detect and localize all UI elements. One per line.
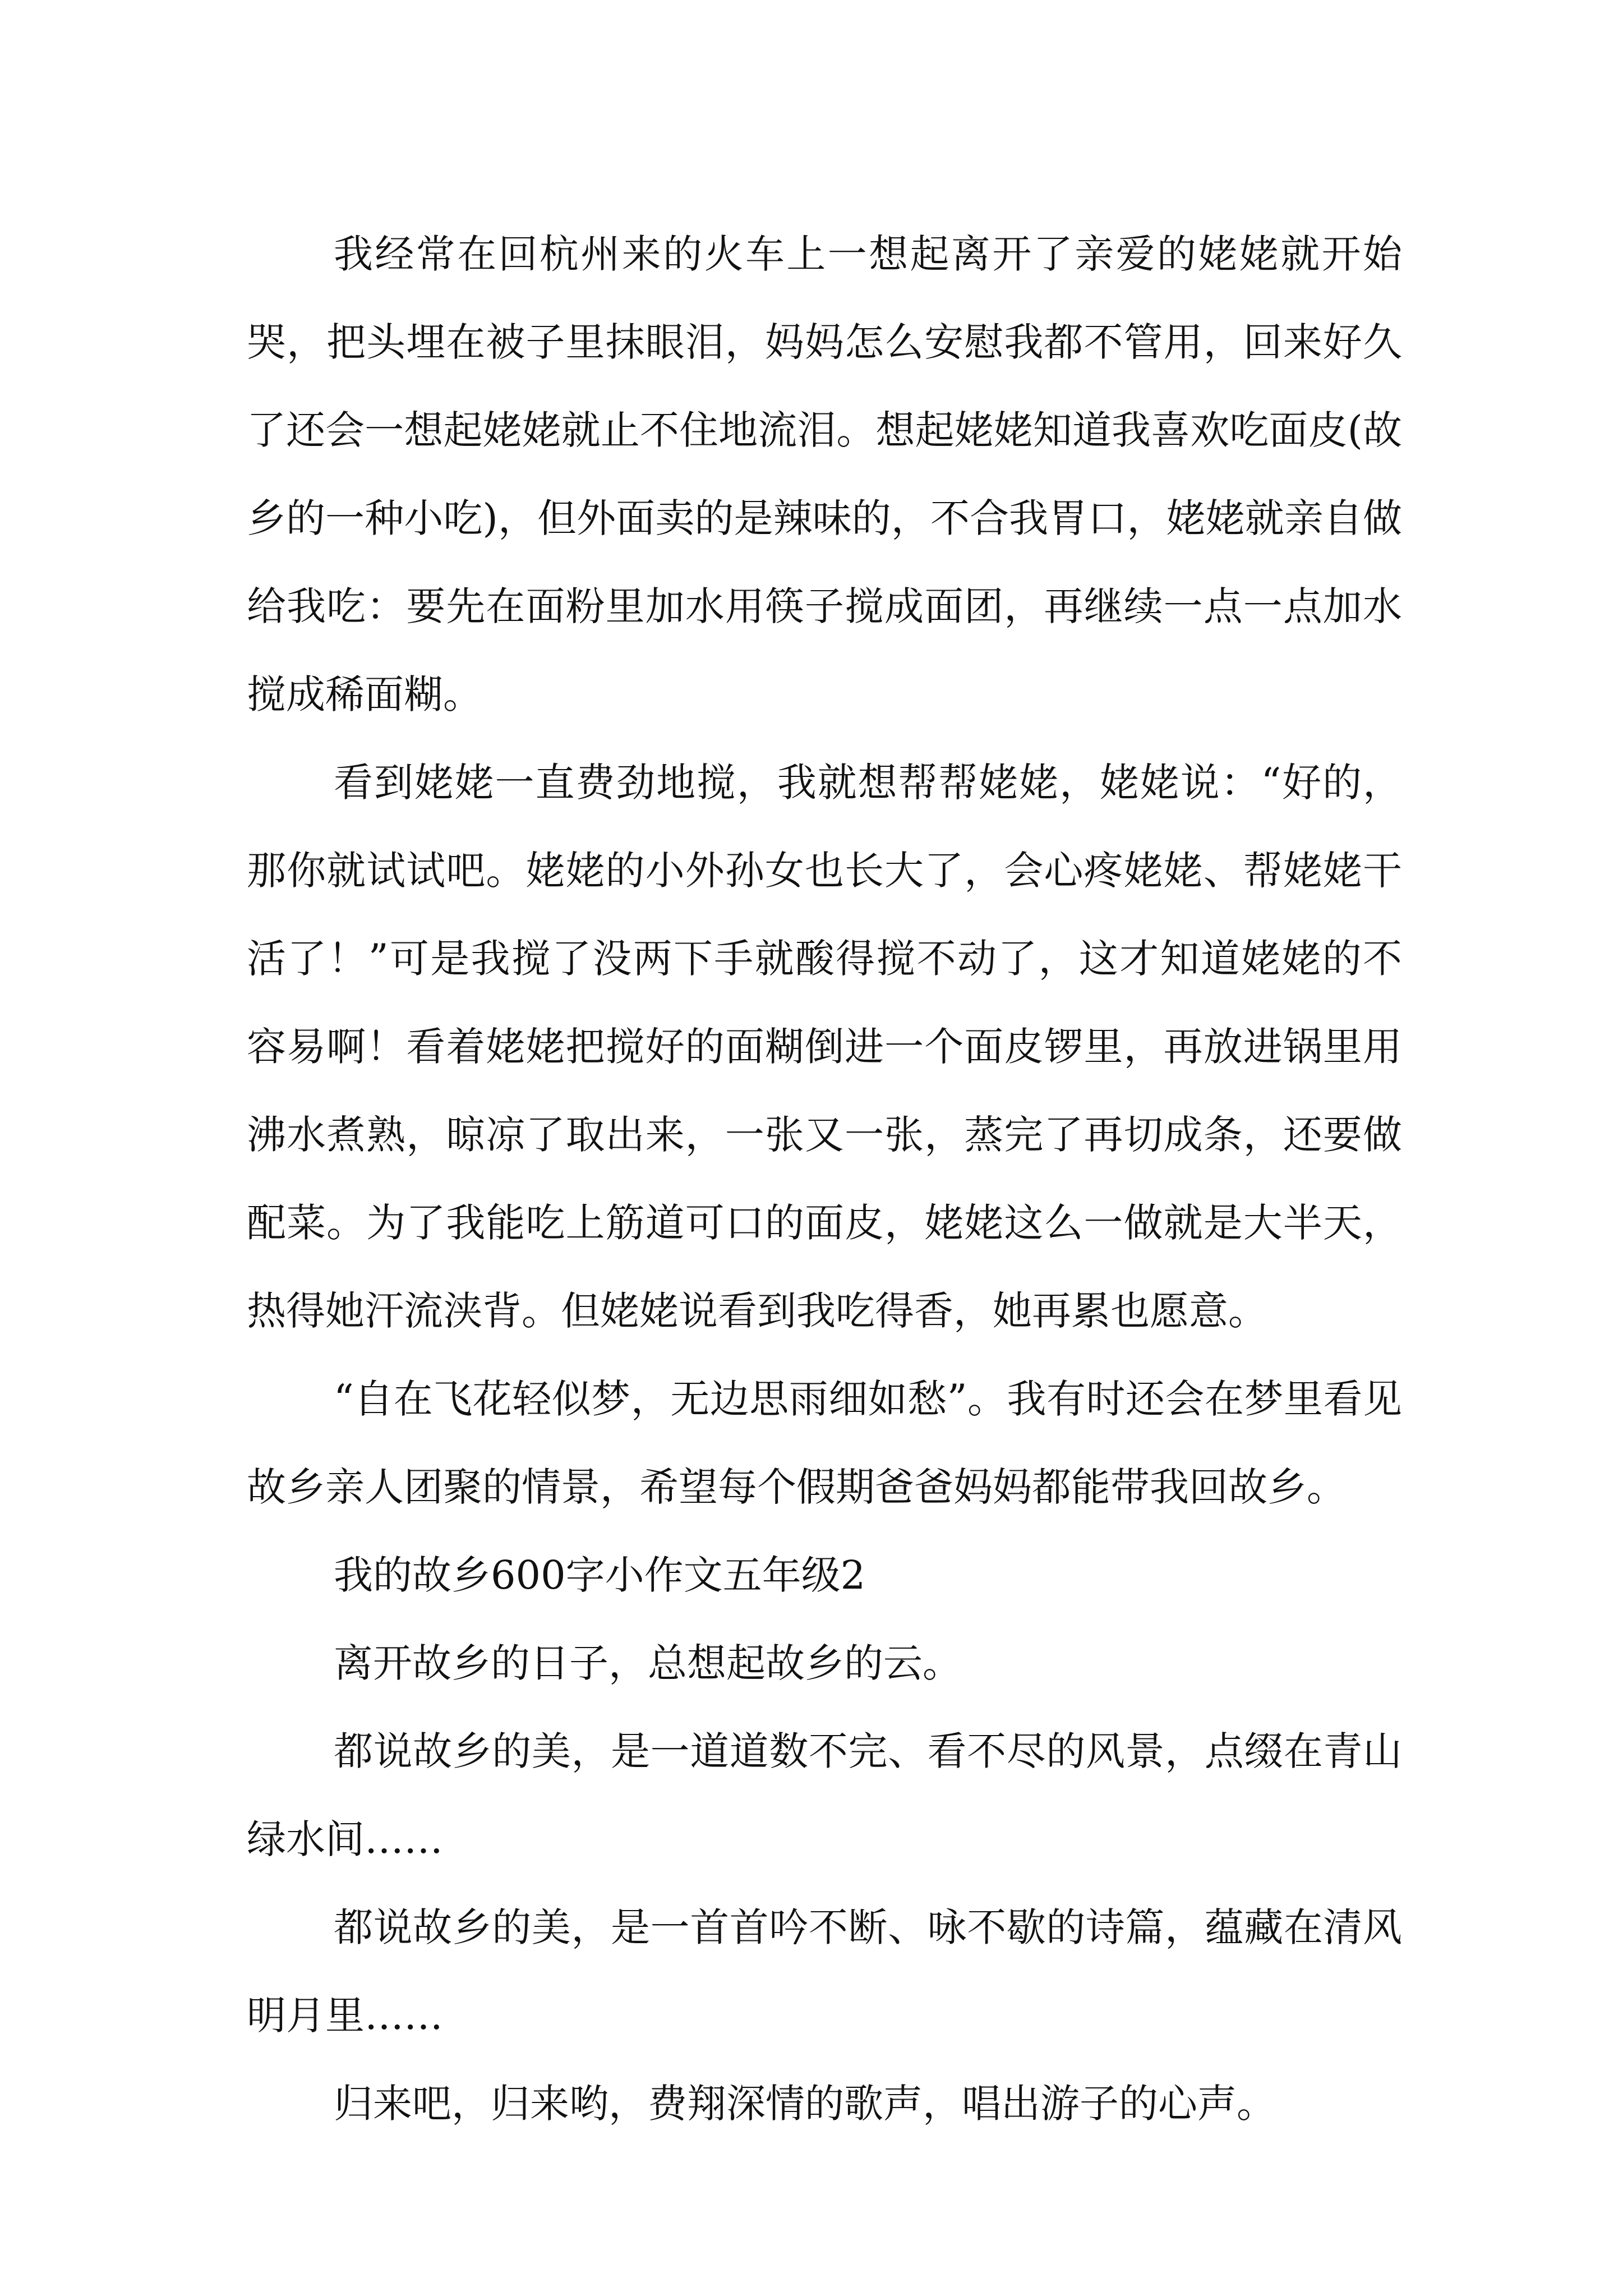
paragraph-scenery: 都说故乡的美，是一道道数不完、看不尽的风景，点缀在青山绿水间……	[247, 1728, 1402, 1862]
essay-heading: 我的故乡600字小作文五年级2	[334, 1552, 866, 1598]
paragraph-poem-dream: “自在飞花轻似梦，无边思雨细如愁”。我有时还会在梦里看见故乡亲人团聚的情景，希望每个假期爸爸妈妈都能带我回故乡。	[247, 1376, 1402, 1510]
paragraph-clouds: 离开故乡的日子，总想起故乡的云。	[334, 1640, 962, 1686]
paragraph-poetry: 都说故乡的美，是一首首吟不断、咏不歇的诗篇，蕴藏在清风明月里……	[247, 1904, 1402, 2039]
document-body	[247, 210, 1402, 2148]
paragraph-stirring-batter: 看到姥姥一直费劲地搅，我就想帮帮姥姥，姥姥说：“好的，那你就试试吧。姥姥的小外孙女也长大了，会心疼姥姥、帮姥姥干活了！”可是我搅了没两下手就酸得搅不动了，这才知道姥姥的不容易啊！看着姥姥把搅好的面糊倒进一个面皮锣里，再放进锅里用沸水煮熟，晾凉了取出来，一张又一张，蒸完了再切成条，还要做配菜。为了我能吃上筋道可口的面皮，姥姥这么一做就是大半天，热得她汗流浃背。但姥姥说看到我吃得香，她再累也愿意。	[247, 760, 1402, 1334]
paragraph-grandma-train: 我经常在回杭州来的火车上一想起离开了亲爱的姥姥就开始哭，把头埋在被子里抹眼泪，妈妈怎么安慰我都不管用，回来好久了还会一想起姥姥就止不住地流泪。想起姥姥知道我喜欢吃面皮(故乡的一种小吃)，但外面卖的是辣味的，不合我胃口，姥姥就亲自做给我吃：要先在面粉里加水用筷子搅成面团，再继续一点一点加水搅成稀面糊。	[247, 231, 1402, 717]
paragraph-song: 归来吧，归来哟，费翔深情的歌声，唱出游子的心声。	[334, 2081, 1276, 2127]
